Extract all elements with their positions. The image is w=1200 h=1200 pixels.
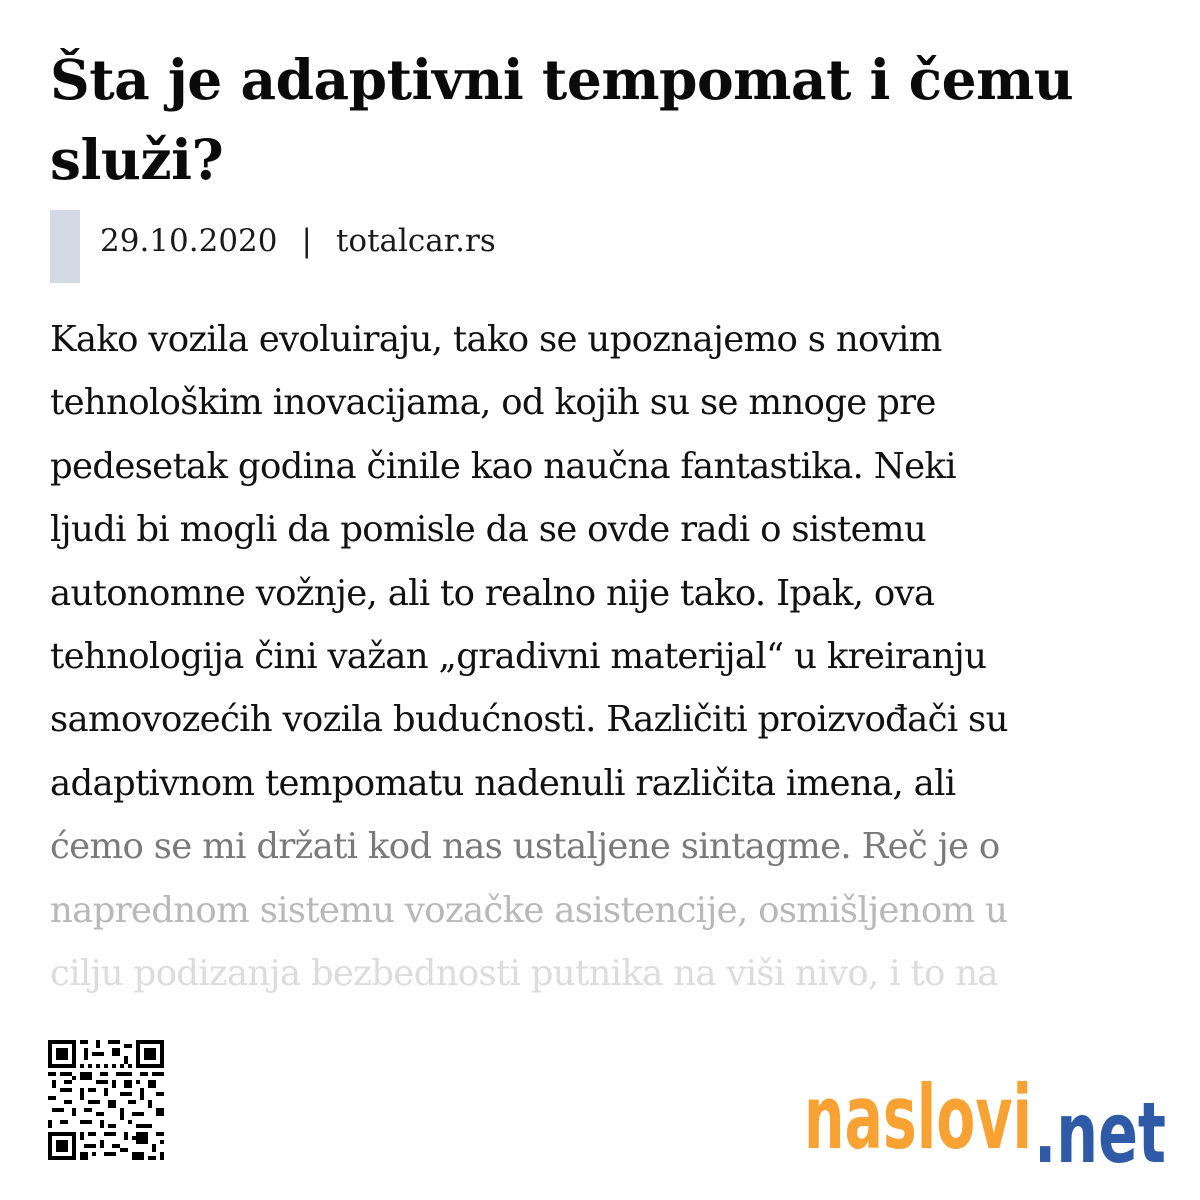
article-line: Kako vozila evoluiraju, tako se upoznajemo s novim [50,319,942,360]
article-source: totalcar.rs [335,222,496,259]
logo-part1: naslovi [804,1066,1032,1169]
article-meta [50,210,496,283]
meta-text [100,223,496,259]
article-title: Šta je adaptivni tempomat i čemu služi? [50,47,1074,192]
article-line: cilju podizanja bezbednosti putnika na viši nivo, i to na [50,953,998,995]
article-line: tehnološkim inovacijama, od kojih su se mnoge pre [50,382,936,424]
article-line: naprednom sistemu vozačke asistencije, osmišljenom u [50,889,1008,931]
article-line: ljudi bi mogli da pomisle da se ovde radi o sistemu [50,509,927,551]
article-line: ćemo se mi držati kod nas ustaljene sintagme. Reč je o [50,826,1000,868]
naslovi-net-logo [800,1060,1170,1170]
meta-accent-bar [50,210,80,283]
article-line: samovozećih vozila budućnosti. Različiti proizvođači su [50,699,1008,741]
article-line: autonomne vožnje, ali to realno nije tako. Ipak, ova [50,572,935,614]
qr-code-icon [48,1040,164,1160]
article-line: adaptivnom tempomatu nadenuli različita imena, ali [50,762,956,804]
article-body [50,308,1160,1005]
article-date: 29.10.2020 [100,222,278,259]
meta-separator: | [301,222,312,259]
article-line: tehnologija čini važan „gradivni materijal“ u kreiranju [50,636,987,678]
logo-part2: .net [1034,1084,1166,1170]
article-line: pedesetak godina činile kao naučna fantastika. Neki [50,445,956,487]
